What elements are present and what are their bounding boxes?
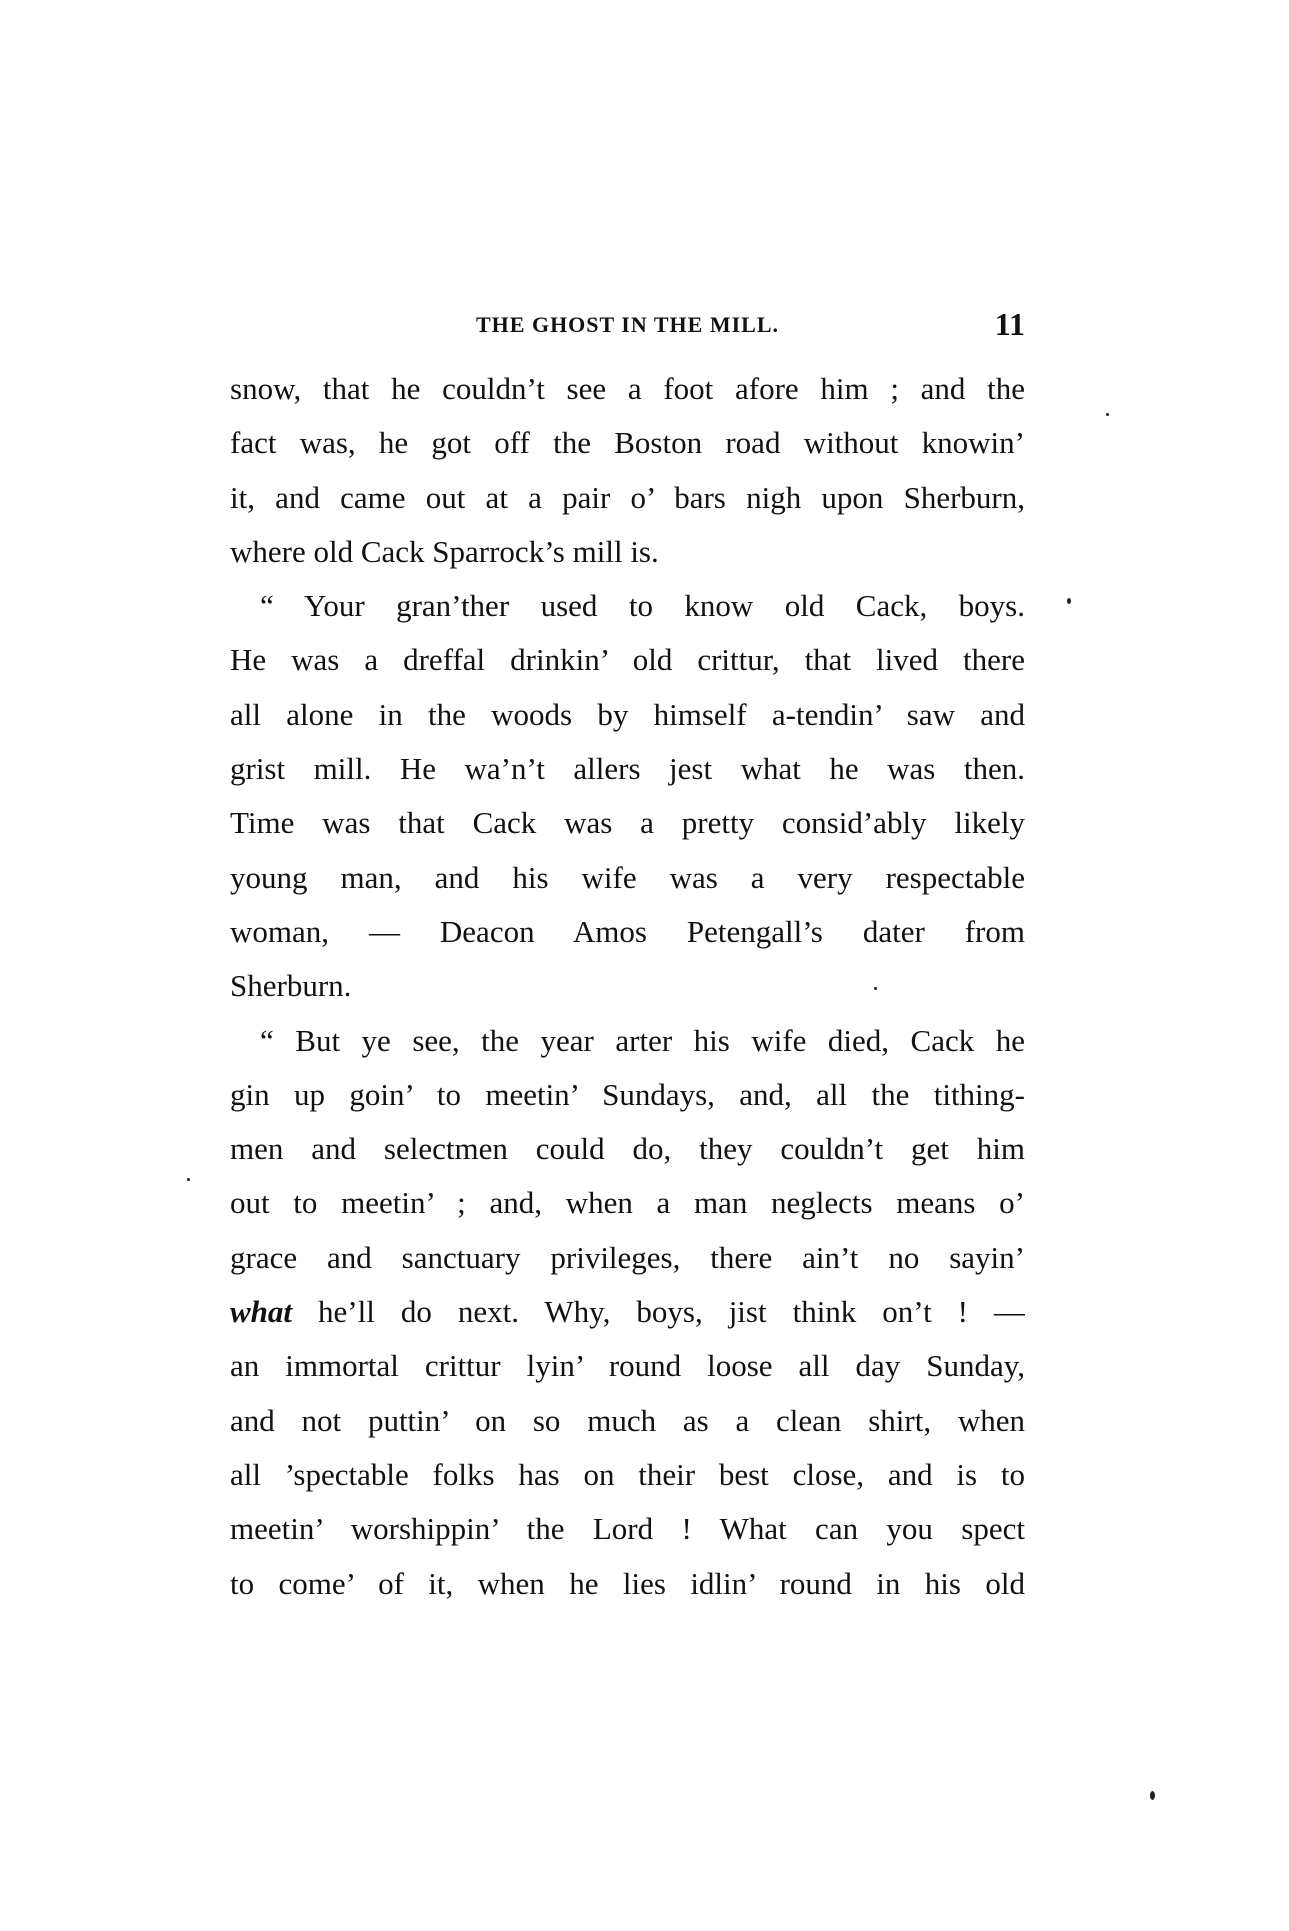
text-line: Sherburn. — [230, 968, 352, 1004]
text-line: woman, — Deacon Amos Petengall’s dater from — [230, 913, 1025, 949]
running-head — [230, 306, 1025, 348]
text-line: snow, that he couldn’t see a foot afore him ; and the — [230, 371, 1025, 406]
text-line: an immortal crittur lyin’ round loose all day Sunday, — [230, 1348, 1025, 1384]
print-speck — [1150, 1791, 1155, 1800]
text-line: gin up goin’ to meetin’ Sundays, and, all the tithing- — [230, 1076, 1025, 1112]
text-line: He was a dreffal drinkin’ old crittur, that lived there — [230, 642, 1025, 678]
text-line: young man, and his wife was a very respectable — [230, 859, 1025, 895]
text-line: Time was that Cack was a pretty consid’ably likely — [230, 805, 1025, 841]
text-line: to come’ of it, when he lies idlin’ round in his old — [230, 1565, 1025, 1601]
text-line: grace and sanctuary privileges, there ain’t no sayin’ — [230, 1239, 1025, 1275]
print-speck — [874, 987, 877, 990]
text-line: it, and came out at a pair o’ bars nigh upon Sherburn, — [230, 479, 1025, 515]
text-line: where old Cack Sparrock’s mill is. — [230, 533, 659, 569]
body-text — [230, 362, 1025, 1611]
running-title: THE GHOST IN THE MILL. — [476, 312, 779, 337]
text-line: all alone in the woods by himself a-tendin’ saw and — [230, 696, 1025, 732]
text-line: out to meetin’ ; and, when a man neglects means o’ — [230, 1185, 1025, 1221]
text-line: “ But ye see, the year arter his wife died, Cack he — [260, 1022, 1025, 1058]
text-line: men and selectmen could do, they couldn’t get him — [230, 1131, 1025, 1167]
text-line: “ Your gran’ther used to know old Cack, boys. — [260, 588, 1025, 624]
text-line-remainder: he’ll do next. Why, boys, jist think on’t ! — — [318, 1294, 1025, 1330]
text-line: grist mill. He wa’n’t allers jest what he was then. — [230, 751, 1025, 787]
text-line: fact was, he got off the Boston road without knowin’ — [230, 425, 1025, 461]
page-number: 11 — [994, 306, 1025, 342]
print-speck — [187, 1178, 190, 1181]
text-line: and not puttin’ on so much as a clean shirt, when — [230, 1402, 1025, 1438]
print-speck — [1067, 598, 1071, 604]
text-line: meetin’ worshippin’ the Lord ! What can you spect — [230, 1511, 1025, 1547]
text-line: all ’spectable folks has on their best close, and is to — [230, 1456, 1025, 1492]
text-line-with-italic — [230, 1285, 1025, 1339]
italic-word: what — [230, 1294, 293, 1330]
print-speck — [1106, 413, 1109, 416]
